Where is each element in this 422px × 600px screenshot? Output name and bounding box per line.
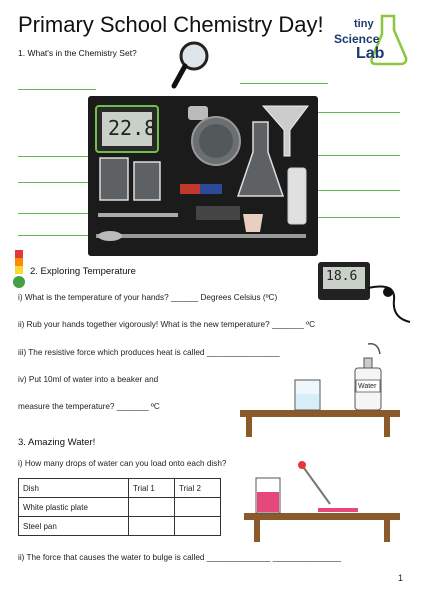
section2-heading: 2. Exploring Temperature [30, 266, 136, 277]
table-cell-trial-1[interactable] [128, 498, 174, 517]
drops-results-table [18, 478, 221, 536]
label-line [240, 83, 328, 84]
logo-word-tiny: tiny [354, 18, 374, 30]
label-line [318, 190, 400, 191]
question-rub-hands: ii) Rub your hands together vigorously! What is the new temperature? _______ ºC [18, 320, 315, 329]
label-line [18, 156, 90, 157]
logo-word-lab: Lab [356, 45, 385, 62]
kit-display-reading: 22.8 [108, 116, 157, 140]
label-line [318, 217, 400, 218]
table-header-trial-2: Trial 2 [174, 479, 220, 498]
dropper-and-dish-illustration [244, 458, 404, 543]
label-line [18, 235, 90, 236]
digital-thermometer-image [318, 262, 370, 300]
label-line [18, 182, 90, 183]
question-bulge-force: ii) The force that causes the water to bulge is called ______________ _______________ [18, 553, 342, 562]
question-water-beaker-line2: measure the temperature? _______ ºC [18, 402, 160, 411]
section1-heading: 1. What's in the Chemistry Set? [18, 48, 137, 58]
thermometer-icon [12, 250, 26, 290]
magnifier-icon [170, 40, 212, 92]
page-number: 1 [398, 573, 404, 583]
label-line [318, 112, 400, 113]
question-drops-of-water: i) How many drops of water can you load onto each dish? [18, 459, 227, 468]
page-title: Primary School Chemistry Day! [18, 12, 324, 37]
probe-cable-icon [366, 278, 416, 328]
chemistry-kit-image [88, 96, 318, 256]
table-row [19, 498, 221, 517]
table-cell-trial-2[interactable] [174, 517, 220, 536]
question-resistive-force: iii) The resistive force which produces heat is called ________________ [18, 348, 280, 357]
label-line [18, 89, 96, 90]
section3-heading: 3. Amazing Water! [18, 437, 96, 448]
logo-word-science: Science [334, 32, 380, 46]
label-line [18, 213, 90, 214]
thermometer-reading: 18.6 [326, 269, 358, 284]
table-cell-dish: White plastic plate [19, 498, 129, 517]
table-row [19, 517, 221, 536]
table-header-row [19, 479, 221, 498]
table-header-trial-1: Trial 1 [128, 479, 174, 498]
label-line [318, 155, 400, 156]
table-cell-trial-2[interactable] [174, 498, 220, 517]
question-hand-temperature: i) What is the temperature of your hands? ______ Degrees Celsius (ºC) [18, 293, 278, 302]
question-water-beaker-line1: iv) Put 10ml of water into a beaker and [18, 375, 159, 384]
tiny-science-lab-logo [334, 12, 410, 68]
bottle-label: Water [358, 383, 377, 390]
table-cell-dish: Steel pan [19, 517, 129, 536]
table-header-dish: Dish [19, 479, 129, 498]
beaker-and-bottle-illustration [240, 340, 405, 438]
table-cell-trial-1[interactable] [128, 517, 174, 536]
